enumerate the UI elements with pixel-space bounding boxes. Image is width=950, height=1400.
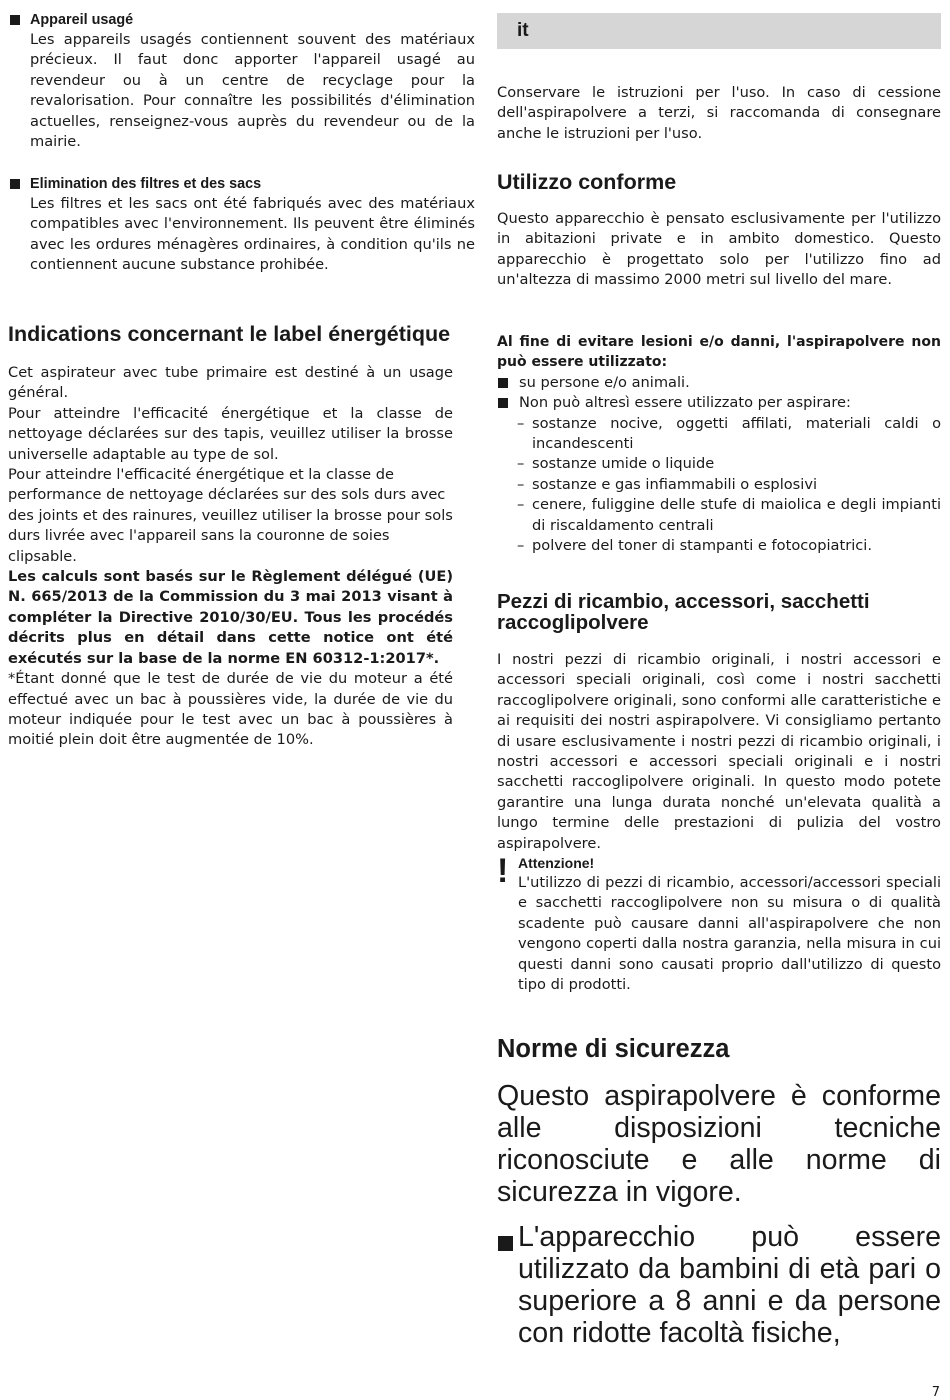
appareil-usage-text: Les appareils usagés contiennent souvent des matériaux précieux. Il faut donc apporter l'appareil usagé au revendeur ou à un centre de recyclage pour la revalorisation. Pour connaître les possibilités d'élimination actuelles, renseignez-vous auprès du revendeur ou de la mairie. bbox=[30, 31, 475, 151]
exclamation-icon: ! bbox=[497, 852, 509, 891]
ricambio-section bbox=[497, 591, 941, 996]
bullet-square-icon bbox=[498, 378, 508, 388]
sicurezza-section bbox=[497, 1035, 941, 1349]
bullet-square-icon bbox=[498, 1236, 513, 1251]
ricambio-text: I nostri pezzi di ricambio originali, i nostri accessori e accessori speciali originali, così come i nostri sacchetti raccoglipolvere originali, sono conformi alle caratteristiche e ai requisiti dei nostri aspirapolvere. Vi consigliamo pertanto di usare esclusivamente i nostri pezzi di ricambio originali, i nostri accessori e accessori speciali originali e i nostri sacchetti raccoglipolvere originali. In questo modo potete garantire una lunga durata nonché un'elevata qualità a lungo termine delle prestazioni di pulizia del vostro aspirapolvere. bbox=[497, 651, 941, 852]
avviso-item-2-text: Non può altresì essere utilizzato per aspirare: bbox=[519, 394, 851, 412]
utilizzo-text: Questo apparecchio è pensato esclusivamente per l'utilizzo in abitazioni private e in ambito domestico. Questo apparecchio è progettato solo per l'utilizzo fino ad un'altezza di massimo 2000 metri sul livello del mare. bbox=[497, 210, 941, 289]
dash-item: – sostanze nocive, oggetti affilati, materiali caldi o incandescenti bbox=[497, 414, 941, 455]
avviso-item-1-text: su persone e/o animali. bbox=[519, 373, 690, 391]
warning-title: Attenzione! bbox=[518, 855, 595, 872]
elimination-title: Elimination des filtres et des sacs bbox=[30, 176, 262, 192]
elimination-text: Les filtres et les sacs ont été fabriqués avec des matériaux compatibles avec l'environnement. Ils peuvent être éliminés avec les ordures ménagères ordinaires, à condition qu'ils ne contiennent aucune substance prohibée. bbox=[30, 195, 475, 274]
elimination-section bbox=[8, 174, 475, 276]
dash-item: – polvere del toner di stampanti e fotocopiatrici. bbox=[497, 536, 941, 556]
ricambio-heading: Pezzi di ricambio, accessori, sacchetti raccoglipolvere bbox=[497, 590, 870, 634]
sicurezza-bullet-text: L'apparecchio può essere utilizzato da bambini di età pari o superiore a 8 anni e da persone con ridotte facoltà fisiche, bbox=[518, 1221, 941, 1349]
appareil-usage-section bbox=[8, 10, 475, 152]
warning-block bbox=[497, 854, 941, 995]
dash-item: – cenere, fuliggine delle stufe di maiolica e degli impianti di riscaldamento centrali bbox=[497, 495, 941, 536]
language-bar bbox=[497, 13, 941, 49]
energy-p2: Pour atteindre l'efficacité énergétique et la classe de nettoyage déclarées sur des tapis, veuillez utiliser la brosse universelle adaptable au type de sol. bbox=[8, 404, 453, 463]
sicurezza-heading: Norme di sicurezza bbox=[497, 1035, 730, 1063]
sicurezza-lead: Questo aspirapolvere è conforme alle disposizioni tecniche riconosciute e alle norme di sicurezza in vigore. bbox=[497, 1080, 941, 1208]
dash-item: – sostanze umide o liquide bbox=[497, 454, 941, 474]
dash-item: – sostanze e gas infiammabili o esplosivi bbox=[497, 475, 941, 495]
avviso-item-1 bbox=[497, 373, 941, 393]
energy-p4: Les calculs sont basés sur le Règlement délégué (UE) N. 665/2013 de la Commission du 3 mai 2013 visant à compléter la Directive 2010/30/EU. Tous les procédés décrits plus en détail dans cette notice ont été exécutés sur la base de la norme EN 60312-1:2017*. bbox=[8, 568, 453, 667]
page-number: 7 bbox=[931, 1385, 940, 1400]
bullet-square-icon bbox=[498, 398, 508, 408]
bullet-square-icon bbox=[10, 179, 20, 189]
warning-text: L'utilizzo di pezzi di ricambio, accessori/accessori speciali e sacchetti raccoglipolvere non su misura o di qualità scadente può causare danni all'aspirapolvere che non vengono coperti dalla nostra garanzia, nella misura in cui questi danni sono causati proprio dall'utilizzo di questo tipo di prodotti. bbox=[518, 874, 941, 994]
energy-label-heading: Indications concernant le label énergétique bbox=[8, 322, 451, 346]
energy-p3: Pour atteindre l'efficacité énergétique et la classe de performance de nettoyage déclarées sur des sols durs avec des joints et des rainures, veuillez utiliser la brosse pour sols durs livrée avec l'appareil sans la couronne de soies clipsable. bbox=[8, 466, 453, 565]
energy-p1: Cet aspirateur avec tube primaire est destiné à un usage général. bbox=[8, 364, 453, 402]
avviso-bold: Al fine di evitare lesioni e/o danni, l'aspirapolvere non può essere utilizzato: bbox=[497, 334, 941, 371]
bullet-square-icon bbox=[10, 15, 20, 25]
avviso-dash-list bbox=[497, 414, 941, 557]
energy-p5: *Étant donné que le test de durée de vie du moteur a été effectué avec un bac à poussières vide, la durée de vie du moteur indiquée pour le test avec un bac à poussières à moitié plein doit être augmentée de 10%. bbox=[8, 670, 453, 749]
avviso-section bbox=[497, 332, 941, 556]
language-code: it bbox=[517, 20, 529, 41]
intro-text: Conservare le istruzioni per l'uso. In caso di cessione dell'aspirapolvere a terzi, si raccomanda di consegnare anche le istruzioni per l'uso. bbox=[497, 84, 941, 142]
energy-label-section bbox=[8, 323, 453, 751]
appareil-usage-title: Appareil usagé bbox=[30, 12, 134, 28]
utilizzo-heading: Utilizzo conforme bbox=[497, 170, 677, 194]
sicurezza-bullet bbox=[497, 1221, 941, 1349]
avviso-item-2 bbox=[497, 393, 941, 413]
